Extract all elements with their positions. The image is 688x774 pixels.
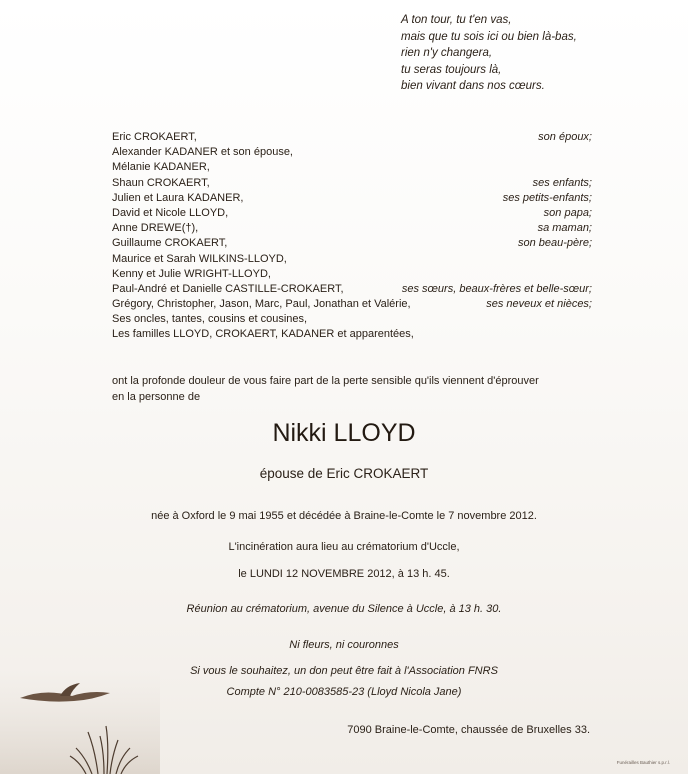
birth-death-dates: née à Oxford le 9 mai 1955 et décédée à Braine-le-Comte le 7 novembre 2012. xyxy=(151,510,537,522)
bank-account: Compte N° 210-0083585-23 (Lloyd Nicola Jane) xyxy=(226,686,462,698)
family-name: Guillaume CROKAERT, xyxy=(112,237,228,250)
family-name: Les familles LLOYD, CROKAERT, KADANER et apparentées, xyxy=(112,328,414,341)
family-name: Grégory, Christopher, Jason, Marc, Paul, Jonathan et Valérie, xyxy=(112,298,411,311)
family-name: Eric CROKAERT, xyxy=(112,131,197,143)
family-row xyxy=(112,176,592,191)
poem-line: rien n'y changera, xyxy=(401,47,493,59)
intro-line: en la personne de xyxy=(112,390,201,403)
family-name: Shaun CROKAERT, xyxy=(112,176,210,189)
family-name: Ses oncles, tantes, cousins et cousines, xyxy=(112,313,308,326)
family-name: Maurice et Sarah WILKINS-LLOYD, xyxy=(112,252,287,265)
family-name: David et Nicole LLOYD, xyxy=(112,206,229,219)
meeting-info: Réunion au crématorium, avenue du Silence à Uccle, à 13 h. 30. xyxy=(186,603,502,615)
family-row xyxy=(112,267,592,282)
poem-line: tu seras toujours là, xyxy=(401,63,502,76)
family-relation: sa maman; xyxy=(537,222,592,235)
family-relation: ses enfants; xyxy=(532,176,592,189)
poem-line: A ton tour, tu t'en vas, xyxy=(401,14,512,26)
family-row xyxy=(112,282,592,297)
family-row xyxy=(112,252,592,267)
family-list xyxy=(112,130,592,343)
address: 7090 Braine-le-Comte, chaussée de Bruxelles 33. xyxy=(347,724,590,736)
family-row xyxy=(112,297,592,312)
family-row xyxy=(112,206,592,221)
family-row xyxy=(112,221,592,236)
cremation-datetime: le LUNDI 12 NOVEMBRE 2012, à 13 h. 45. xyxy=(238,568,450,580)
spouse-line: épouse de Eric CROKAERT xyxy=(259,466,429,481)
family-relation: ses neveux et nièces; xyxy=(486,298,592,311)
deceased-name: Nikki LLOYD xyxy=(272,419,416,447)
family-relation: son beau-père; xyxy=(518,237,592,250)
family-relation: ses petits-enfants; xyxy=(502,191,592,204)
family-name: Kenny et Julie WRIGHT-LLOYD, xyxy=(112,267,271,280)
announcement-intro xyxy=(112,374,592,405)
family-row xyxy=(112,327,592,342)
family-row xyxy=(112,312,592,327)
no-flowers-note: Ni fleurs, ni couronnes xyxy=(289,639,399,651)
cremation-place: L'incinération aura lieu au crématorium d'Uccle, xyxy=(228,541,460,553)
family-name: Alexander KADANER et son épouse, xyxy=(112,146,293,159)
poem xyxy=(401,12,577,95)
bird-reeds-illustration xyxy=(0,640,160,774)
family-name: Julien et Laura KADANER, xyxy=(112,191,244,204)
family-row xyxy=(112,130,592,145)
family-relation: son époux; xyxy=(538,131,592,143)
funeral-home-credit: Funérailles Bauthier s.p.r.l. xyxy=(616,760,670,765)
family-relation: ses sœurs, beaux-frères et belle-sœur; xyxy=(401,282,592,295)
family-row xyxy=(112,236,592,251)
family-relation: son papa; xyxy=(543,206,592,219)
family-name: Mélanie KADANER, xyxy=(112,161,210,174)
poem-line: mais que tu sois ici ou bien là-bas, xyxy=(401,30,577,43)
intro-line: ont la profonde douleur de vous faire part de la perte sensible qu'ils viennent d'éprouver xyxy=(112,375,539,387)
family-row xyxy=(112,145,592,160)
family-row xyxy=(112,191,592,206)
family-name: Paul-André et Danielle CASTILLE-CROKAERT, xyxy=(112,282,344,295)
family-row xyxy=(112,160,592,175)
poem-line: bien vivant dans nos cœurs. xyxy=(401,80,545,92)
donation-note: Si vous le souhaitez, un don peut être fait à l'Association FNRS xyxy=(190,665,498,677)
family-name: Anne DREWE(†), xyxy=(112,222,199,235)
